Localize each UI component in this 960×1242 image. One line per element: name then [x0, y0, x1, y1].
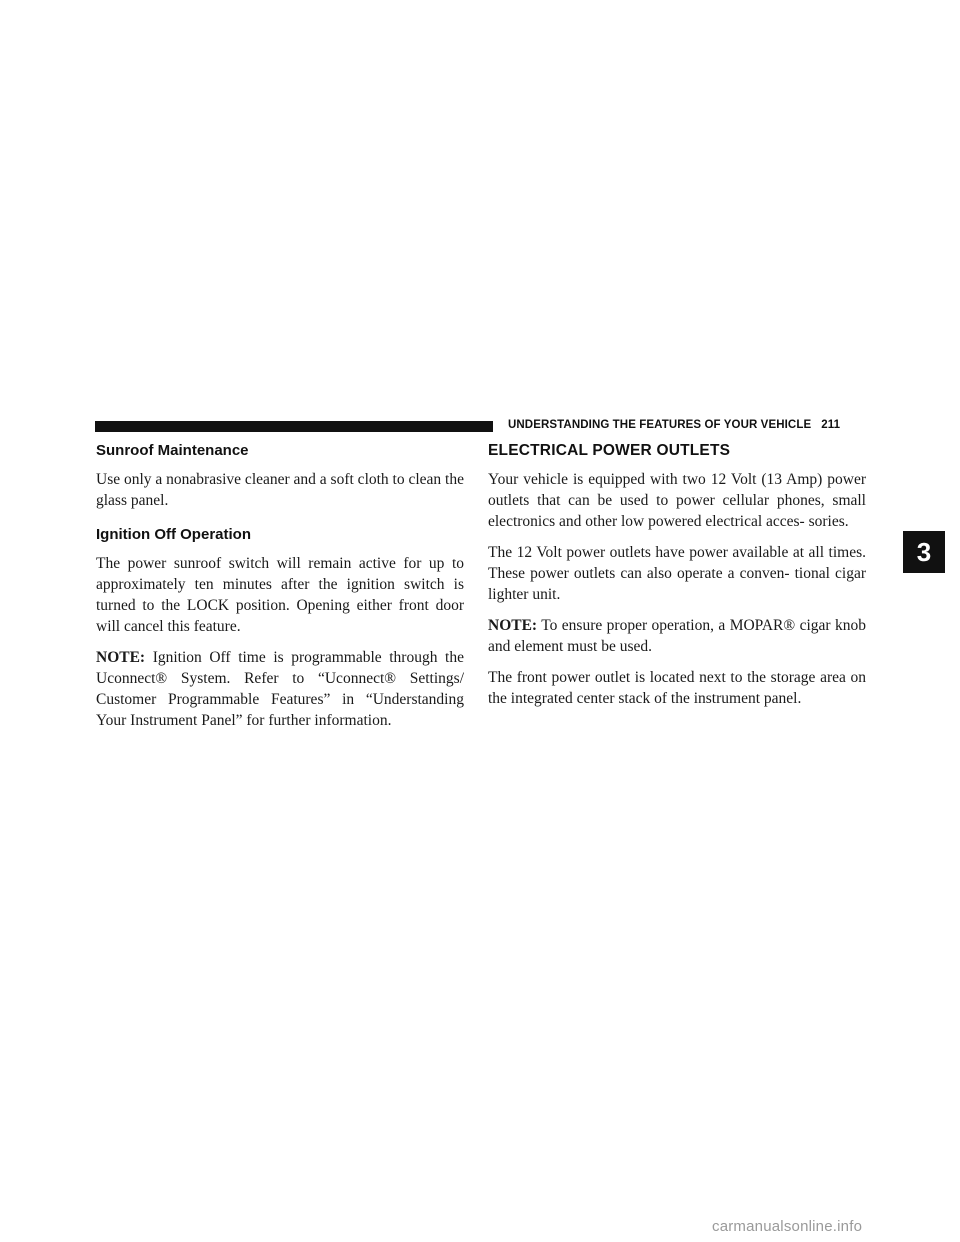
note-text: To ensure proper operation, a MOPAR® cigar knob and element must be used. — [488, 617, 866, 655]
left-column — [96, 441, 464, 741]
sunroof-maintenance-heading: Sunroof Maintenance — [96, 442, 249, 459]
outlets-note — [488, 615, 866, 657]
running-header — [508, 419, 840, 431]
right-column — [488, 441, 866, 719]
header-title: UNDERSTANDING THE FEATURES OF YOUR VEHICLE — [508, 419, 812, 431]
header-rule — [95, 421, 493, 432]
outlets-para-3: The front power outlet is located next to the storage area on the integrated center stack of the instrument panel. — [488, 669, 866, 707]
chapter-tab: 3 — [903, 531, 945, 573]
ignition-off-text: The power sunroof switch will remain active for up to approximately ten minutes after the ignition switch is turned to the LOCK position. Opening either front door will cancel this feature. — [96, 555, 464, 635]
watermark: carmanualsonline.info — [712, 1218, 863, 1235]
outlets-para-2: The 12 Volt power outlets have power available at all times. These power outlets can also operate a conven- tional cigar lighter unit. — [488, 544, 866, 603]
outlets-para-1: Your vehicle is equipped with two 12 Volt (13 Amp) power outlets that can be used to power cellular phones, small electronics and other low powered electrical acces- sories. — [488, 471, 866, 530]
note-text: Ignition Off time is programmable through the Uconnect® System. Refer to “Uconnect® Settings/ Customer Programmable Features” in “Understanding Your Instrument Panel” for further information. — [96, 649, 464, 729]
ignition-note — [96, 647, 464, 731]
page-number: 211 — [821, 419, 841, 431]
ignition-off-heading: Ignition Off Operation — [96, 526, 251, 543]
electrical-power-outlets-heading: ELECTRICAL POWER OUTLETS — [488, 442, 731, 459]
note-label: NOTE: — [488, 617, 538, 634]
sunroof-maintenance-text: Use only a nonabrasive cleaner and a soft cloth to clean the glass panel. — [96, 471, 464, 509]
note-label: NOTE: — [96, 649, 146, 666]
